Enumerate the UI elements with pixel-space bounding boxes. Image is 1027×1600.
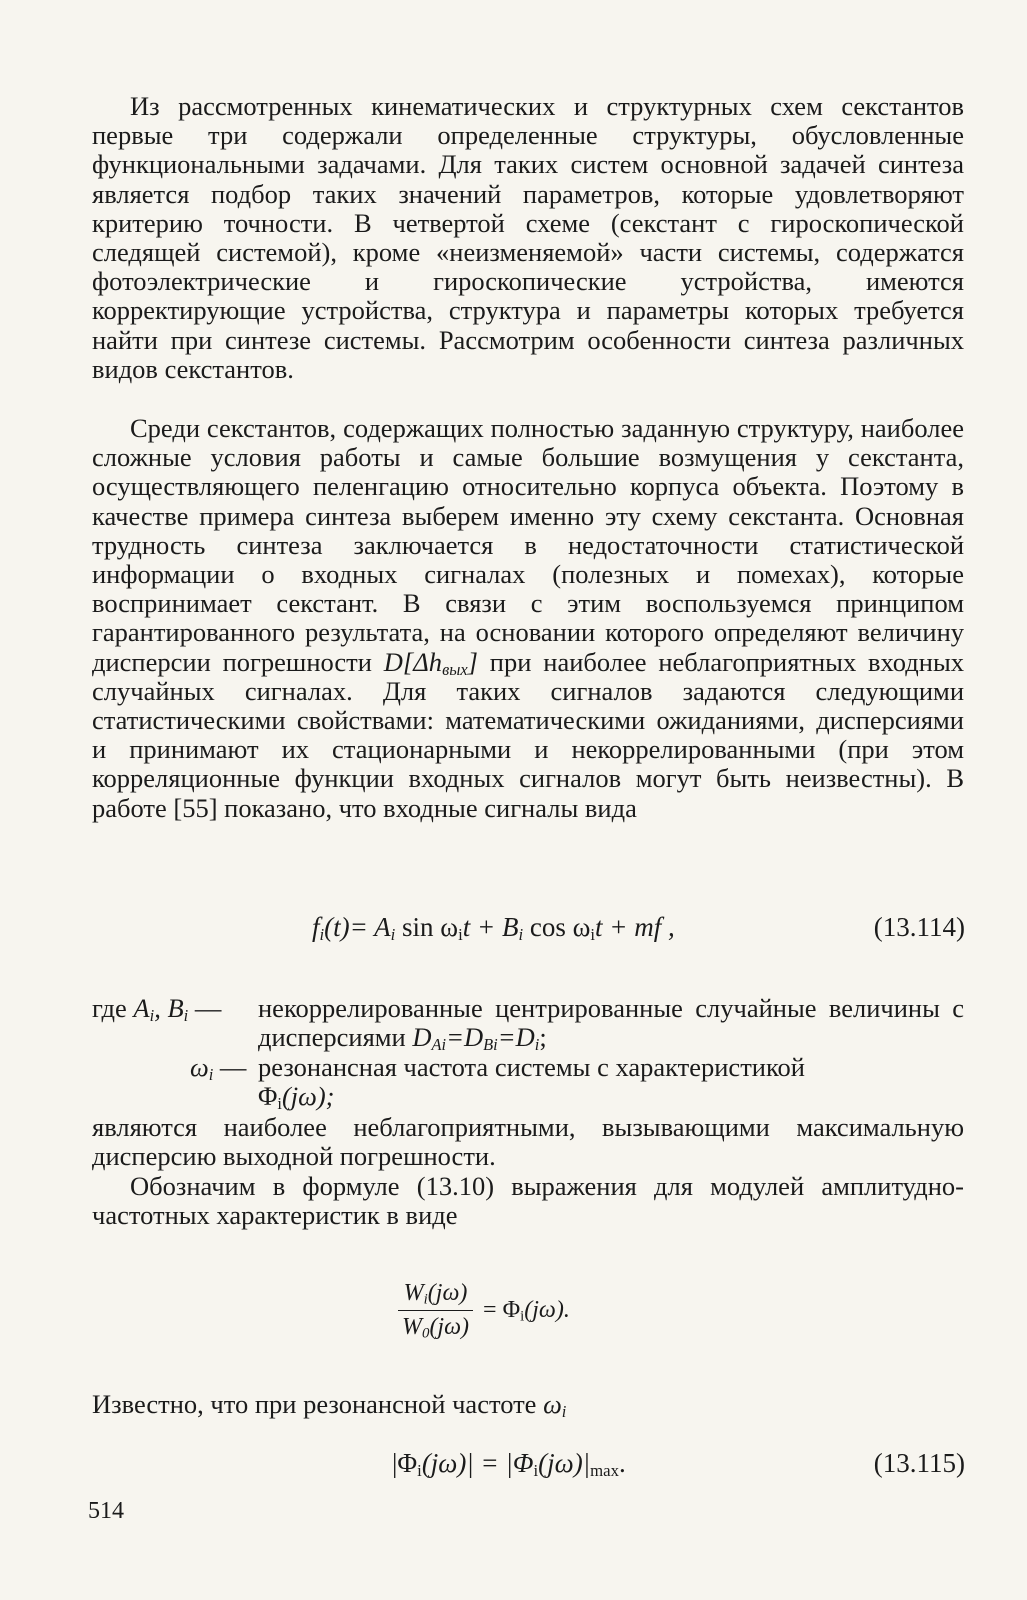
where-item-1: где $A_i$, $B_i$ — — [92, 993, 222, 1026]
paragraph-3: являются наиболее неблагоприятными, вызывающими максимальную дисперсию выходной погрешности. — [92, 1112, 964, 1172]
paragraph-1 — [92, 92, 964, 384]
equation-number-13-115: (13.115) — [873, 1448, 965, 1478]
dispersion-symbol: $D[\Delta h_{вых}]$ — [383, 646, 478, 679]
equation-fraction: $\frac{W_i(j\omega)}{W_0(j\omega)}$ = $\Phi_i(j\omega)$. — [396, 1280, 570, 1341]
equation-13-114: $f_i(t)= A_i$ $\sin \omega_it + B_i$ $\cos \omega_it$ + mf , — [312, 912, 675, 945]
equation-number-13-114: (13.114) — [873, 912, 965, 942]
page-number: 514 — [88, 1498, 124, 1524]
paragraph-2 — [92, 414, 964, 823]
equation-13-115: $|\Phi_i(j\omega)| = |\Phi_i(j\omega)|_{max}$. — [392, 1448, 626, 1481]
paragraph-1-text: Из рассмотренных кинематических и структурных схем секстантов первые три содержали определенные структуры, обусловленные функциональными задачами. Для таких систем основной задачей синтеза является подбор таких значений параметров, которые удовлетворяют критерию точности. В четвертой схеме (секстант с гироскопической следящей системой), кроме «неизменяемой» части системы, содержатся фотоэлектрические и гироскопические устройства, имеются корректирующие устройства, структура и параметры которых требуется найти при синтезе системы. Рассмотрим особенности синтеза различных видов секстантов. — [92, 91, 964, 384]
where-item-2-text: резонансная частота системы с характеристикой $\Phi_i(j\omega)$; — [258, 1052, 805, 1114]
paragraph-4: Обозначим в формуле (13.10) выражения для модулей амплитудно-частотных характеристик в виде — [92, 1171, 964, 1231]
paragraph-2-continuation: при наиболее неблагоприятных входных случайных сигналах. Для таких сигналов задаются следующими статистическими свойствами: математическими ожиданиями, дисперсиями и принимают их стационарными и некоррелированными (при этом корреляционные функции входных сигналов могут быть неизвестны). В работе [55] показано, что входные сигналы вида — [92, 646, 965, 823]
paragraph-5: Известно, что при резонансной частоте $\omega_i$ — [92, 1389, 567, 1422]
where-item-2: $\omega_i$ — — [190, 1052, 247, 1085]
paragraph-2-text: Среди секстантов, содержащих полностью заданную структуру, наиболее сложные условия работы и самые большие возмущения у секстанта, осуществляющего пеленгацию относительно корпуса объекта. Поэтому в качестве примера синтеза выберем именно эту схему секстанта. Основная трудность синтеза заключается в недостаточности статистической информации о входных сигналах (полезных и помехах), которые воспринимает секстант. В связи с этим воспользуемся принципом гарантированного результата, на основании которого определяют величину дисперсии погрешности — [92, 413, 964, 677]
where-item-1-text: некоррелированные центрированные случайные величины с дисперсиями $D_{Ai}=D_{Bi}=D_i$; — [258, 993, 964, 1055]
